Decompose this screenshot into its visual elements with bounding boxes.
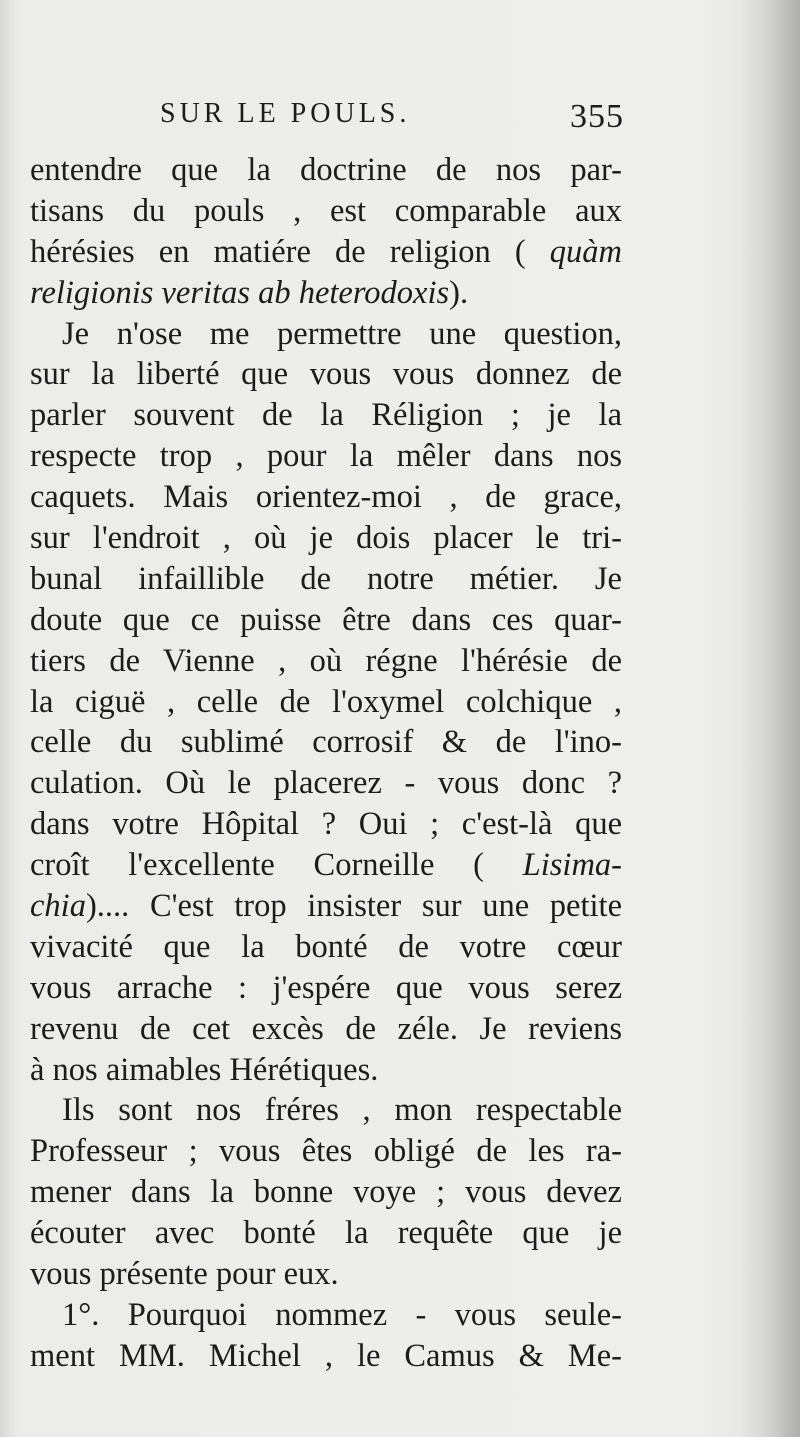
text-line: entendre que la doctrine de nos par-	[30, 152, 622, 188]
text-line: revenu de cet excès de zéle. Je reviens	[30, 1010, 622, 1047]
running-title: SUR LE POULS.	[160, 98, 411, 129]
text-line: religionis veritas ab heterodoxis).	[30, 274, 469, 311]
text-line: tiers de Vienne , où régne l'hérésie de	[30, 642, 622, 679]
text-line: sur la liberté que vous vous donnez de	[30, 356, 622, 393]
text-line: culation. Où le placerez - vous donc ?	[30, 765, 622, 802]
text-line: doute que ce puisse être dans ces quar-	[30, 601, 622, 638]
text-line: respecte trop , pour la mêler dans nos	[30, 438, 622, 475]
paragraph-first-line: Ils sont nos fréres , mon respectable	[62, 1092, 622, 1129]
text-line: caquets. Mais orientez-moi , de grace,	[30, 479, 622, 516]
paragraph-first-line: Je n'ose me permettre une question,	[62, 315, 622, 352]
text-line: parler souvent de la Réligion ; je la	[30, 397, 622, 434]
text-line: chia).... C'est trop insister sur une petite	[30, 888, 622, 925]
text-line: la ciguë , celle de l'oxymel colchique ,	[30, 683, 622, 720]
italic-phrase: religionis veritas ab heterodoxis	[30, 274, 450, 311]
body-text	[30, 150, 622, 1377]
text-line: tisans du pouls , est comparable aux	[30, 192, 622, 229]
text-line: vous présente pour eux.	[30, 1256, 339, 1293]
text-line: ment MM. Michel , le Camus & Me-	[30, 1337, 622, 1374]
text-line: vous arrache : j'espére que vous serez	[30, 969, 622, 1006]
page-number: 355	[570, 98, 624, 135]
text-line: croît l'excellente Corneille ( Lisima-	[30, 847, 622, 884]
italic-phrase: chia	[30, 888, 86, 925]
text-line: écouter avec bonté la requête que je	[30, 1215, 622, 1252]
text-line: celle du sublimé corrosif & de l'ino-	[30, 724, 622, 761]
text-line: mener dans la bonne voye ; vous devez	[30, 1174, 622, 1211]
page-edge-shadow	[740, 0, 800, 1437]
text-line: dans votre Hôpital ? Oui ; c'est-là que	[30, 806, 622, 843]
text-line: hérésies en matiére de religion ( quàm	[30, 233, 622, 270]
page-header	[30, 98, 630, 142]
italic-phrase: quàm	[549, 233, 622, 270]
text-line: Professeur ; vous êtes obligé de les ra-	[30, 1133, 622, 1170]
text-line: sur l'endroit , où je dois placer le tri-	[30, 520, 622, 557]
text-line: à nos aimables Hérétiques.	[30, 1051, 379, 1088]
text-line: vivacité que la bonté de votre cœur	[30, 928, 622, 965]
italic-phrase: Lisima-	[522, 847, 622, 884]
paragraph-first-line: 1°. Pourquoi nommez - vous seule-	[62, 1296, 622, 1333]
text-line: bunal infaillible de notre métier. Je	[30, 560, 622, 597]
